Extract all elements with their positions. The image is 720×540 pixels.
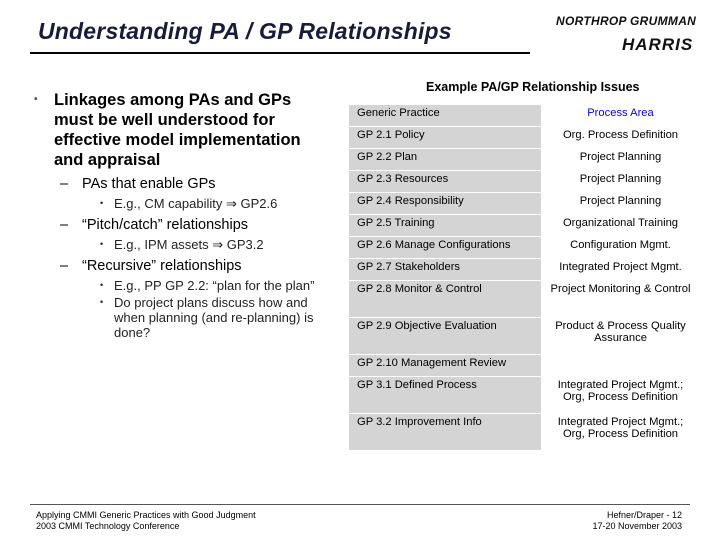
gp-cell: GP 2.5 Training (349, 215, 541, 237)
dash-icon: – (60, 176, 69, 192)
footer-left: Applying CMMI Generic Practices with Good Judgment 2003 CMMI Technology Conference (36, 510, 256, 531)
gp-cell: GP 2.8 Monitor & Control (349, 281, 541, 318)
gp-cell: GP 3.1 Defined Process (349, 377, 541, 414)
bullet-dot-icon: • (34, 94, 38, 105)
gp-cell: GP 2.1 Policy (349, 127, 541, 149)
table-row (349, 237, 700, 259)
relationship-table (349, 105, 700, 451)
gp-cell: GP 2.2 Plan (349, 149, 541, 171)
gp-cell: GP 3.2 Improvement Info (349, 414, 541, 451)
footer-divider (30, 504, 690, 505)
main-bullet: • Linkages among PAs and GPs must be well understood for effective model implementation and appraisal (34, 91, 301, 169)
table-title: Example PA/GP Relationship Issues (426, 80, 640, 94)
pa-cell (541, 355, 700, 377)
pa-cell: Project Planning (541, 193, 700, 215)
gp-cell: GP 2.10 Management Review (349, 355, 541, 377)
gp-cell: GP 2.7 Stakeholders (349, 259, 541, 281)
table-row (349, 318, 700, 355)
pa-cell: Integrated Project Mgmt.; Org, Process Definition (541, 377, 700, 414)
title-underline (30, 52, 530, 54)
gp-cell: GP 2.6 Manage Configurations (349, 237, 541, 259)
dash-icon: – (60, 217, 69, 233)
pa-cell: Project Planning (541, 149, 700, 171)
pa-cell: Integrated Project Mgmt.; Org, Process Definition (541, 414, 700, 451)
example-bullet: • E.g., IPM assets ⇒ GP3.2 (100, 237, 264, 252)
bullet-list (30, 90, 330, 340)
example-bullet: • E.g., CM capability ⇒ GP2.6 (100, 196, 278, 211)
bullet-dot-icon: • (100, 198, 104, 208)
pa-cell: Configuration Mgmt. (541, 237, 700, 259)
pa-cell: Product & Process Quality Assurance (541, 318, 700, 355)
northrop-grumman-logo: NORTHROP GRUMMAN (556, 14, 697, 28)
gp-cell: GP 2.3 Resources (349, 171, 541, 193)
table-row (349, 377, 700, 414)
harris-logo: HARRIS (622, 35, 694, 54)
dash-icon: – (60, 258, 69, 274)
bullet-dot-icon: • (100, 280, 104, 290)
table-row (349, 355, 700, 377)
table-row (349, 171, 700, 193)
pa-cell: Integrated Project Mgmt. (541, 259, 700, 281)
sub-bullet-enable: – PAs that enable GPs (60, 176, 216, 192)
pa-cell: Organizational Training (541, 215, 700, 237)
table-row (349, 414, 700, 451)
table-row (349, 259, 700, 281)
bullet-dot-icon: • (100, 239, 104, 249)
table-header-row (349, 105, 700, 127)
pa-cell: Project Monitoring & Control (541, 281, 700, 318)
table-row (349, 193, 700, 215)
header-cell: Process Area (541, 105, 700, 127)
table-row (349, 215, 700, 237)
gp-cell: GP 2.9 Objective Evaluation (349, 318, 541, 355)
sub-bullet-pitch-catch: – “Pitch/catch” relationships (60, 217, 249, 233)
table-row (349, 127, 700, 149)
bullet-dot-icon: • (100, 297, 104, 307)
page-title: Understanding PA / GP Relationships (38, 18, 452, 44)
sub-bullet-recursive: – “Recursive” relationships (60, 258, 242, 274)
pa-cell: Org. Process Definition (541, 127, 700, 149)
header-cell: Generic Practice (349, 105, 541, 127)
table-row (349, 281, 700, 318)
gp-cell: GP 2.4 Responsibility (349, 193, 541, 215)
example-bullet: • Do project plans discuss how and when planning (and re-planning) is done? (100, 295, 314, 340)
example-bullet: • E.g., PP GP 2.2: “plan for the plan” (100, 278, 315, 293)
table-row (349, 149, 700, 171)
pa-cell: Project Planning (541, 171, 700, 193)
footer-right: Hefner/Draper - 12 17-20 November 2003 (592, 510, 682, 531)
